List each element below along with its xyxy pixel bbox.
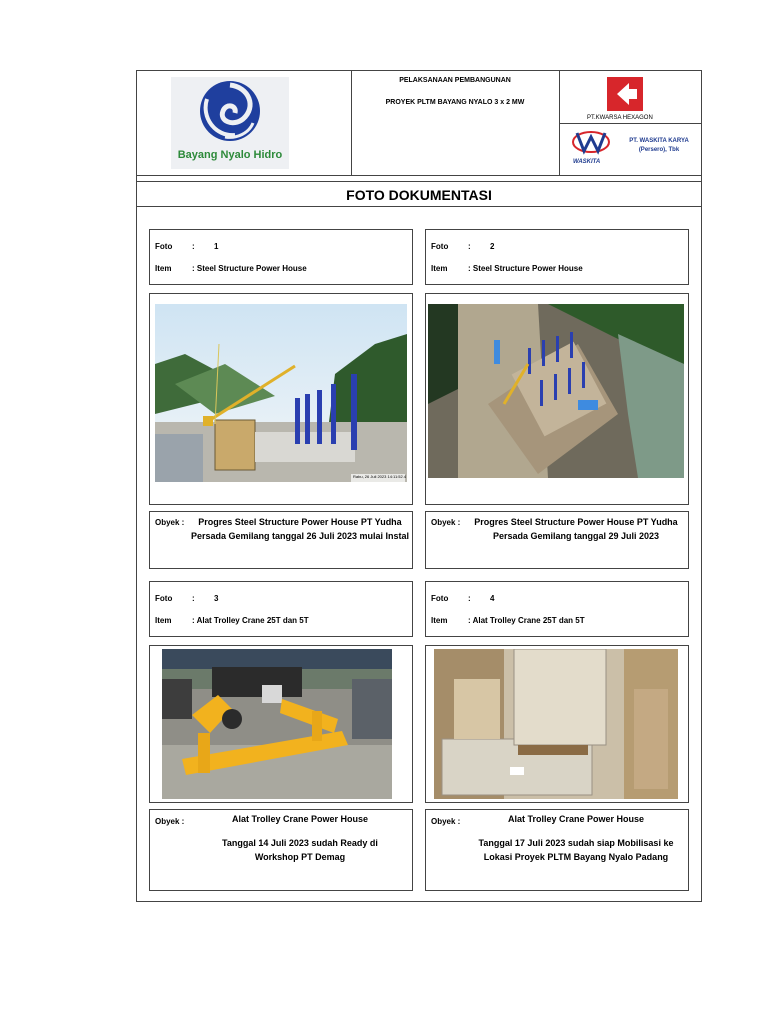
foto-number: 4 xyxy=(490,594,495,603)
caption-box-2 xyxy=(425,511,689,569)
foto-number: 1 xyxy=(214,242,219,251)
header-title-cell xyxy=(351,71,560,175)
company2-name: PT. WASKITA KARYA (Persero), Tbk xyxy=(629,138,689,153)
caption-line1: Tanggal 17 Juli 2023 sudah siap Mobilisasi ke xyxy=(478,838,674,848)
caption-title: Alat Trolley Crane Power House xyxy=(231,814,369,824)
caption-box-3 xyxy=(149,809,413,891)
foto-info-box-3 xyxy=(149,581,413,637)
foto-colon: : xyxy=(192,242,195,251)
foto-label: Foto xyxy=(431,594,449,603)
photo-crated-crane-4 xyxy=(434,649,678,799)
waskita-logo-icon xyxy=(571,127,611,157)
company-divider xyxy=(559,123,701,124)
item-value: : Alat Trolley Crane 25T dan 5T xyxy=(192,616,309,625)
caption-line1: Progres Steel Structure Power House PT Yudha xyxy=(474,517,678,527)
header-company-cell xyxy=(559,71,701,175)
caption-3 xyxy=(188,836,412,864)
foto-number: 3 xyxy=(214,594,219,603)
photo-timestamp: Rabu, 26 Juli 2023 14:11:52.4 xyxy=(353,474,407,479)
foto-label: Foto xyxy=(155,242,173,251)
item-label: Item xyxy=(431,616,448,625)
item-value: : Steel Structure Power House xyxy=(468,264,583,273)
header-logo-cell xyxy=(137,71,352,175)
item-value: : Steel Structure Power House xyxy=(192,264,307,273)
document-frame xyxy=(136,70,702,902)
obyek-label: Obyek : xyxy=(155,518,185,527)
photo-box-3 xyxy=(149,645,413,803)
foto-label: Foto xyxy=(431,242,449,251)
caption-line2: Persada Gemilang tanggal 26 Juli 2023 mulai Instal xyxy=(190,531,410,541)
obyek-label: Obyek : xyxy=(431,518,461,527)
foto-colon: : xyxy=(468,594,471,603)
foto-label: Foto xyxy=(155,594,173,603)
item-value: : Alat Trolley Crane 25T dan 5T xyxy=(468,616,585,625)
caption-4 xyxy=(464,836,688,864)
photo-box-2 xyxy=(425,293,689,505)
caption-title: Alat Trolley Crane Power House xyxy=(507,814,645,824)
caption-box-4 xyxy=(425,809,689,891)
photo-aerial-site-2 xyxy=(428,304,684,478)
swirl-logo-icon xyxy=(171,77,289,147)
kwarsa-hexagon-logo-icon xyxy=(605,75,645,113)
caption-line2: Lokasi Proyek PLTM Bayang Nyalo Padang xyxy=(483,852,669,862)
foto-number: 2 xyxy=(490,242,495,251)
caption-line2: Persada Gemilang tanggal 29 Juli 2023 xyxy=(492,531,660,541)
company2-logo-label: WASKITA xyxy=(573,159,601,165)
foto-info-box-4 xyxy=(425,581,689,637)
photo-box-1 xyxy=(149,293,413,505)
company1-name: PT.KWARSA HEXAGON xyxy=(587,115,653,121)
foto-colon: : xyxy=(192,594,195,603)
item-label: Item xyxy=(155,264,172,273)
header-title-line2: PROYEK PLTM BAYANG NYALO 3 x 2 MW xyxy=(385,99,525,106)
header-title-line1: PELAKSANAAN PEMBANGUNAN xyxy=(399,77,511,84)
foto-info-box-1 xyxy=(149,229,413,285)
caption-line1: Progres Steel Structure Power House PT Yudha xyxy=(198,517,402,527)
photo-construction-site-1 xyxy=(155,304,407,482)
caption-line2: Workshop PT Demag xyxy=(254,852,346,862)
item-label: Item xyxy=(155,616,172,625)
foto-colon: : xyxy=(468,242,471,251)
logo-text: Bayang Nyalo Hidro xyxy=(177,149,283,161)
section-title: FOTO DOKUMENTASI xyxy=(137,181,701,207)
caption-1 xyxy=(188,515,412,543)
caption-line1: Tanggal 14 Juli 2023 sudah Ready di xyxy=(222,838,378,848)
caption-box-1 xyxy=(149,511,413,569)
header xyxy=(137,71,701,176)
foto-info-box-2 xyxy=(425,229,689,285)
caption-2 xyxy=(464,515,688,543)
obyek-label: Obyek : xyxy=(431,817,461,826)
photo-trolley-crane-workshop-3 xyxy=(162,649,392,799)
obyek-label: Obyek : xyxy=(155,817,185,826)
photo-box-4 xyxy=(425,645,689,803)
item-label: Item xyxy=(431,264,448,273)
bayang-nyalo-logo xyxy=(171,77,289,169)
